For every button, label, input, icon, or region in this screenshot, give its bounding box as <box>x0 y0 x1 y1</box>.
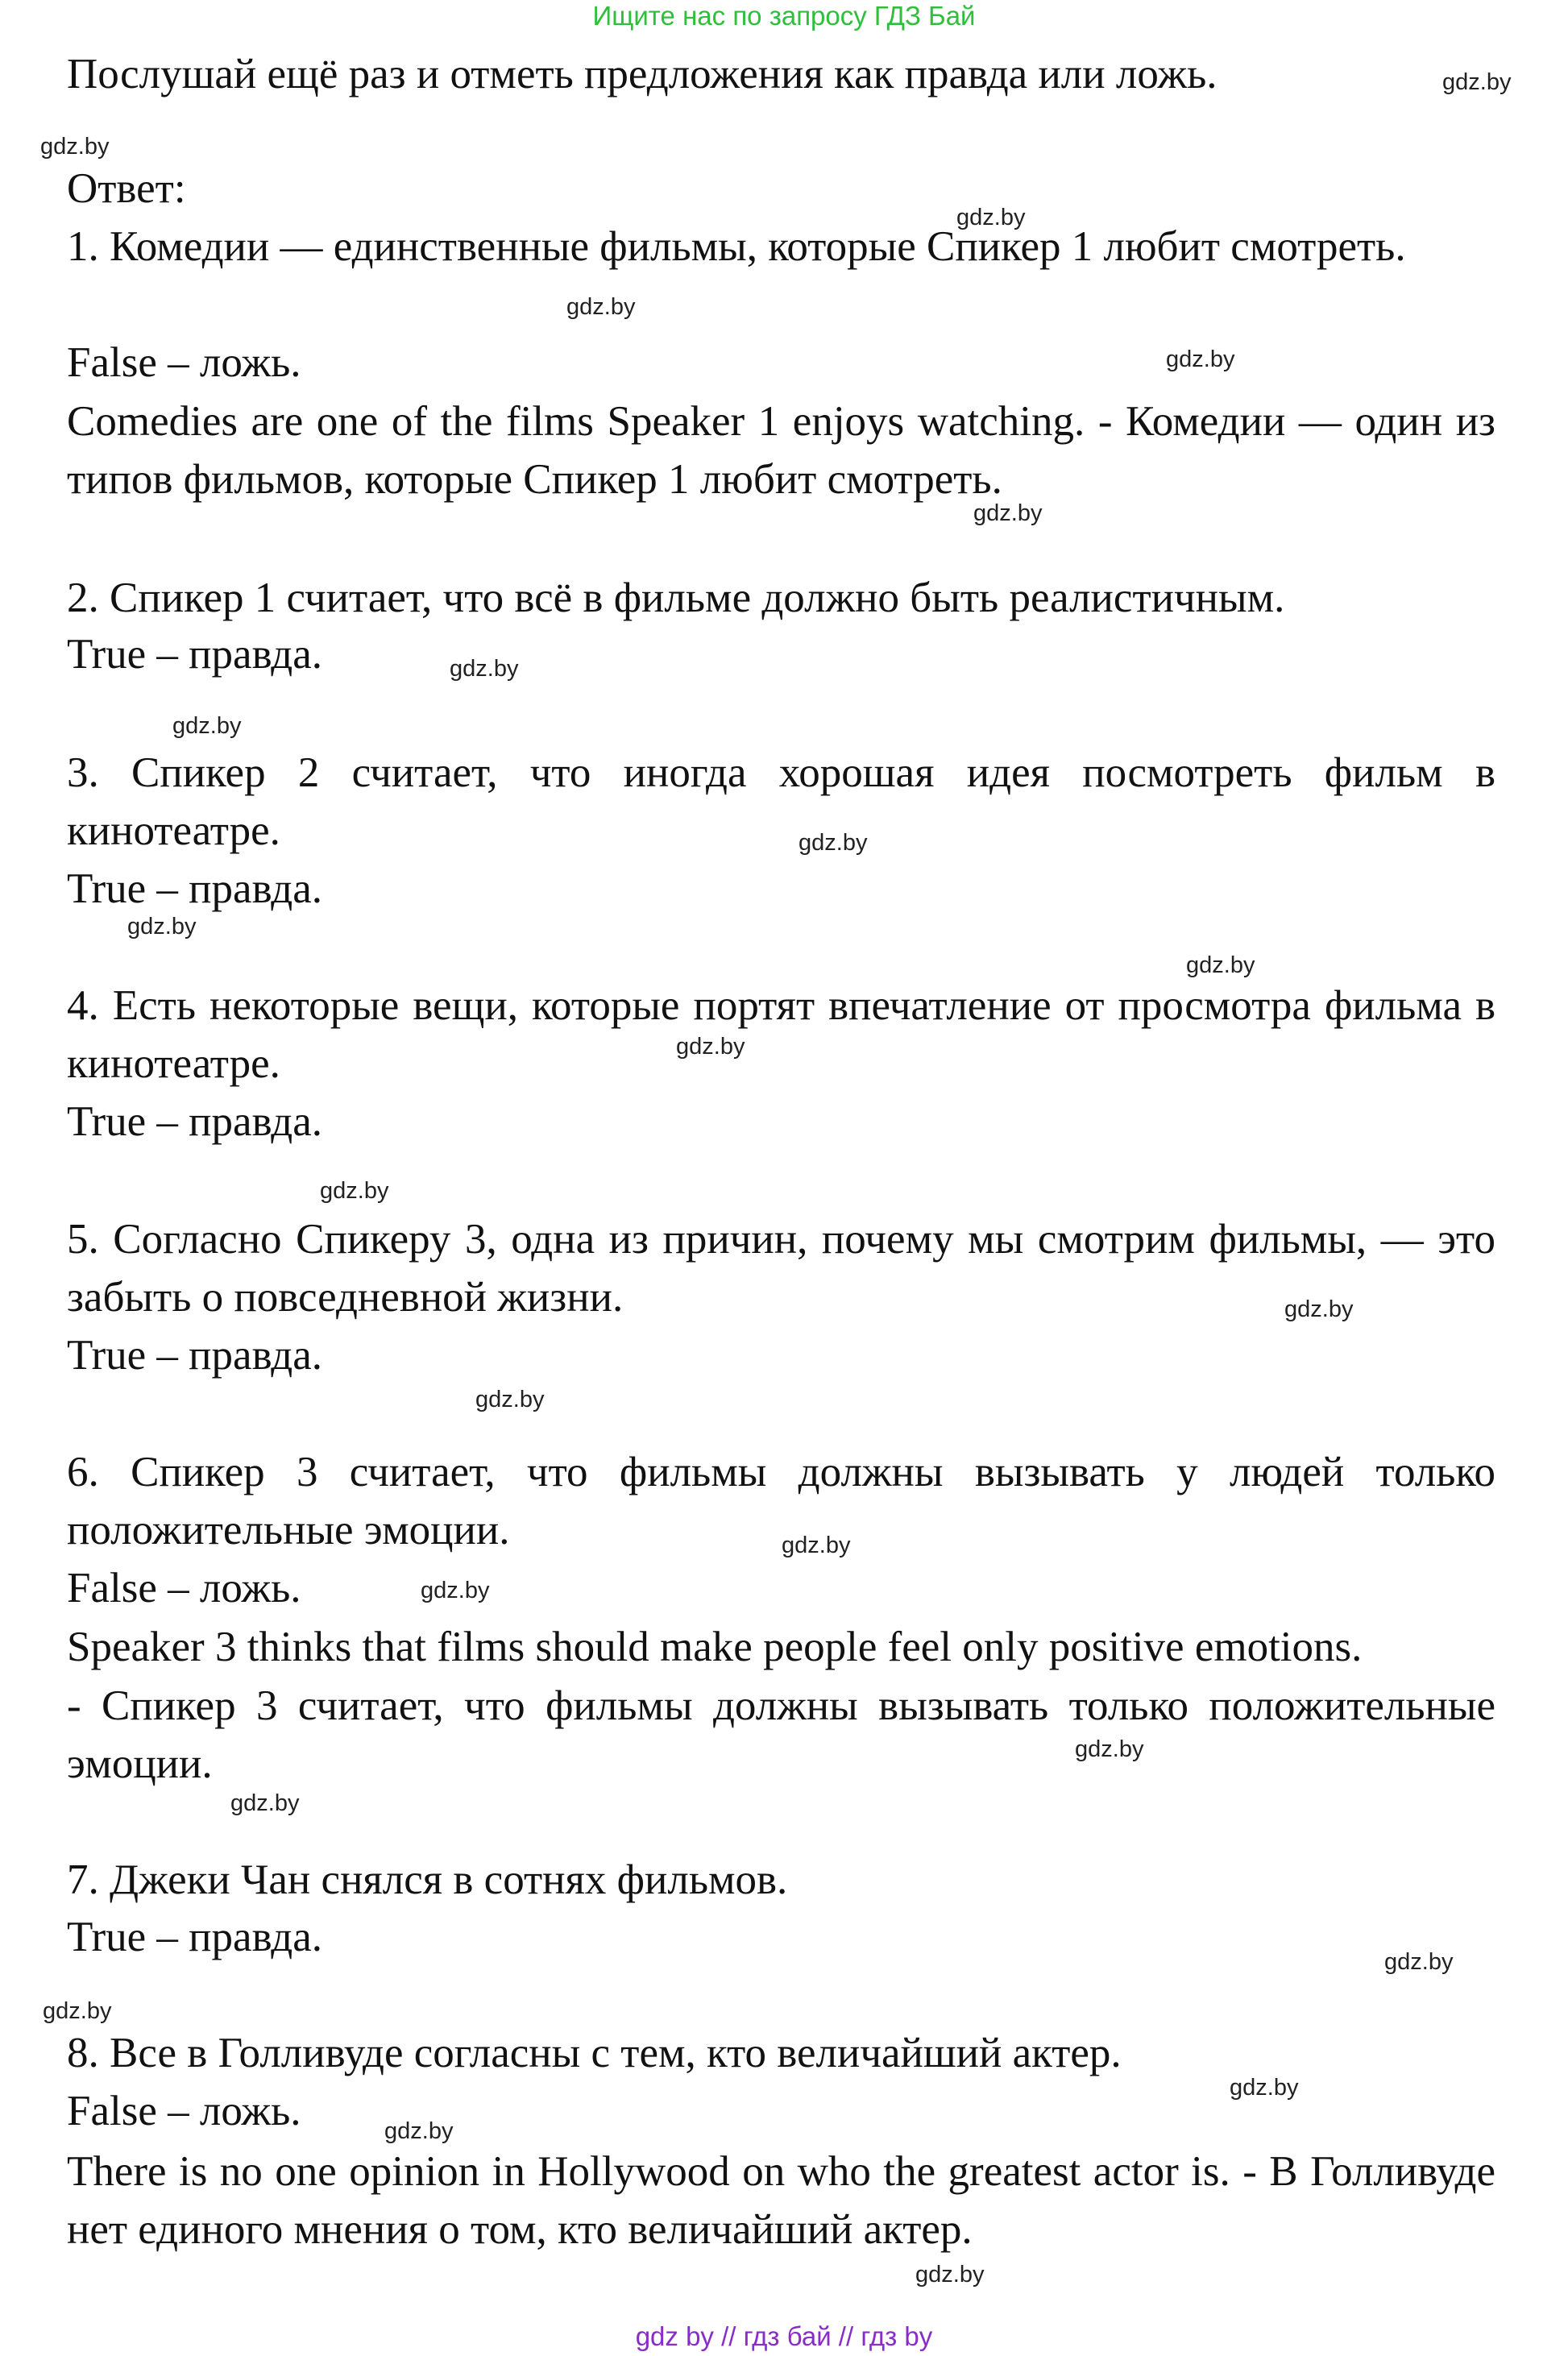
watermark: gdz.by <box>1230 2075 1299 2101</box>
item-6-correction-en: Speaker 3 thinks that films should make people feel only positive emotions. <box>67 1624 1363 1670</box>
item-6-statement: 6. Спикер 3 считает, что фильмы должны вызывать у людей только положительные эмоции. <box>67 1449 1495 1553</box>
item-3-statement: 3. Спикер 2 считает, что иногда хорошая идея посмотреть фильм в кинотеатре. <box>67 749 1495 854</box>
watermark: gdz.by <box>566 294 636 320</box>
watermark: gdz.by <box>956 205 1026 230</box>
watermark: gdz.by <box>450 656 519 682</box>
item-7-verdict: True – правда. <box>67 1914 323 1960</box>
watermark: gdz.by <box>43 1998 112 2024</box>
watermark: gdz.by <box>320 1178 389 1204</box>
item-7-statement: 7. Джеки Чан снялся в сотнях фильмов. <box>67 1856 788 1903</box>
watermark: gdz.by <box>1284 1296 1354 1322</box>
item-8-verdict: False – ложь. <box>67 2088 301 2134</box>
item-5-statement: 5. Согласно Спикеру 3, одна из причин, почему мы смотрим фильмы, — это забыть о повседневной жизни. <box>67 1216 1495 1321</box>
watermark: gdz.by <box>799 830 868 856</box>
item-3-verdict: True – правда. <box>67 865 323 912</box>
watermark: gdz.by <box>1166 346 1235 372</box>
header-search-hint-link[interactable]: Ищите нас по запросу ГДЗ Бай <box>592 1 976 31</box>
item-1-verdict: False – ложь. <box>67 339 301 386</box>
item-5-verdict: True – правда. <box>67 1332 323 1379</box>
answer-label: Ответ: <box>67 165 186 212</box>
watermark: gdz.by <box>1186 952 1255 978</box>
watermark: gdz.by <box>1384 1949 1454 1975</box>
item-4-verdict: True – правда. <box>67 1098 323 1145</box>
item-1-statement: 1. Комедии — единственные фильмы, которые Спикер 1 любит смотреть. <box>67 223 1406 270</box>
watermark: gdz.by <box>230 1790 300 1816</box>
watermark: gdz.by <box>973 500 1043 526</box>
item-8-correction: There is no one opinion in Hollywood on who the greatest actor is. - В Голливуде нет единого мнения о том, кто величайший актер. <box>67 2148 1495 2253</box>
watermark: gdz.by <box>421 1578 490 1603</box>
footer-site-links[interactable]: gdz by // гдз бай // гдз by <box>635 2321 933 2351</box>
watermark: gdz.by <box>1075 1736 1144 1762</box>
item-2-verdict: True – правда. <box>67 631 323 678</box>
watermark: gdz.by <box>676 1034 745 1060</box>
watermark: gdz.by <box>40 134 110 160</box>
task-instruction: Послушай ещё раз и отметь предложения как правда или ложь. <box>67 51 1217 97</box>
item-4-statement: 4. Есть некоторые вещи, которые портят впечатление от просмотра фильма в кинотеатре. <box>67 982 1495 1087</box>
item-2-statement: 2. Спикер 1 считает, что всё в фильме должно быть реалистичным. <box>67 574 1285 621</box>
watermark: gdz.by <box>782 1533 851 1558</box>
watermark: gdz.by <box>172 713 242 739</box>
watermark: gdz.by <box>915 2262 985 2288</box>
item-8-statement: 8. Все в Голливуде согласны с тем, кто величайший актер. <box>67 2030 1122 2076</box>
item-6-verdict: False – ложь. <box>67 1565 301 1611</box>
watermark: gdz.by <box>1442 69 1512 95</box>
item-6-correction-ru: - Спикер 3 считает, что фильмы должны вызывать только положительные эмоции. <box>67 1682 1495 1787</box>
item-1-correction: Comedies are one of the films Speaker 1 enjoys watching. - Комедии — один из типов фильмов, которые Спикер 1 любит смотреть. <box>67 398 1495 503</box>
watermark: gdz.by <box>127 914 197 939</box>
watermark: gdz.by <box>475 1387 545 1412</box>
watermark: gdz.by <box>384 2118 454 2144</box>
